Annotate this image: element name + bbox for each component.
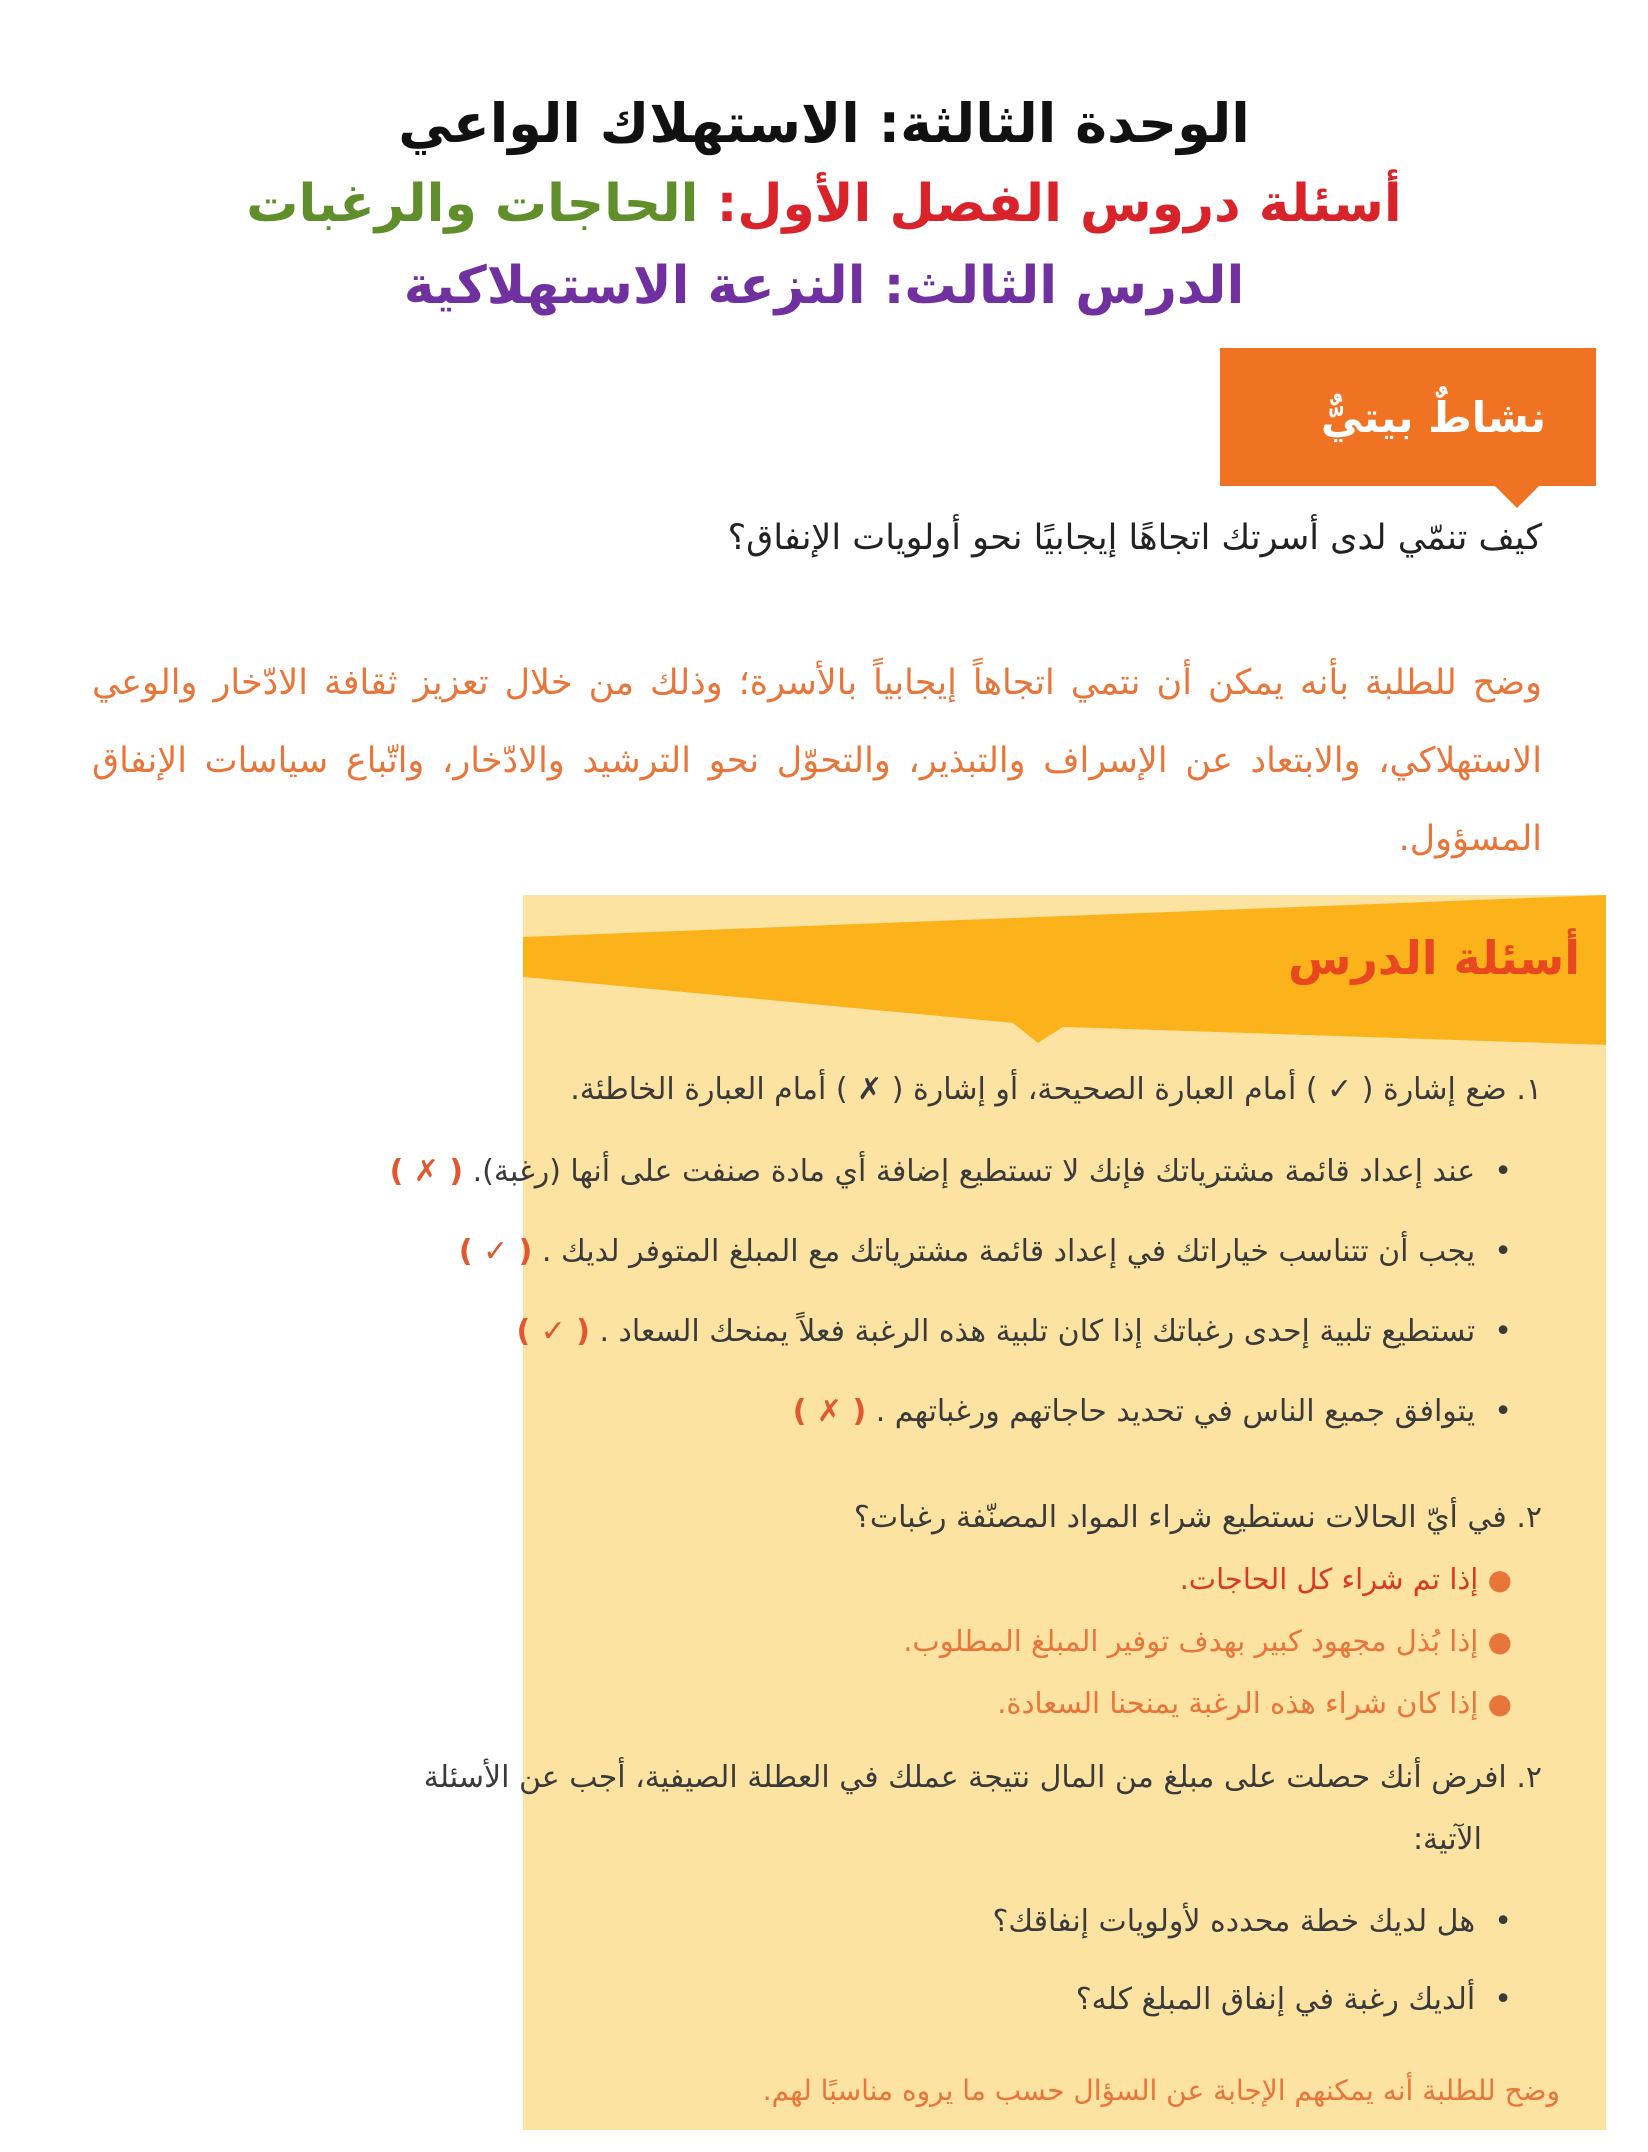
check-mark-icon: ( ✓ ) <box>458 1234 533 1269</box>
q1-item-4 <box>793 1394 1512 1429</box>
question-2-text: في أيّ الحالات نستطيع شراء المواد المصنّفة رغبات؟ <box>853 1500 1507 1535</box>
bullet-icon: ● <box>1487 1625 1512 1658</box>
activity-answer: وضح للطلبة بأنه يمكن أن نتمي اتجاهاً إيجابياً بالأسرة؛ وذلك من خلال تعزيز ثقافة الادّخار والوعي الاستهلاكي، والابتعاد عن الإسراف والتبذير، والتحوّل نحو الترشيد والادّخار، واتّباع سياسات الإنفاق المسؤول. <box>92 663 1542 859</box>
question-3-number: ٢. <box>1516 1760 1542 1795</box>
question-1-number: ١. <box>1516 1072 1542 1107</box>
chapter-title <box>0 174 1648 234</box>
q2-answer-3: ● إذا كان شراء هذه الرغبة يمنحنا السعادة. <box>997 1686 1512 1720</box>
activity-title: نشاطٌ بيتيٌّ <box>1320 392 1546 442</box>
bullet-icon: • <box>1475 1314 1512 1349</box>
check-mark-icon: ( ✓ ) <box>516 1314 590 1349</box>
bullet-icon: • <box>1475 1904 1512 1939</box>
bullet-icon: ● <box>1487 1563 1512 1596</box>
question-1 <box>570 1072 1542 1107</box>
question-2-number: ٢. <box>1516 1500 1542 1535</box>
q1-item-3 <box>516 1314 1512 1349</box>
cross-mark-icon: ( ✗ ) <box>389 1154 464 1189</box>
q1-item-3-text: تستطيع تلبية إحدى رغباتك إذا كان تلبية هذه الرغبة فعلاً يمنحك السعاد . <box>599 1314 1476 1349</box>
unit-title: الوحدة الثالثة: الاستهلاك الواعي <box>398 92 1250 155</box>
bullet-icon: • <box>1475 1394 1512 1429</box>
q1-item-1-text: عند إعداد قائمة مشترياتك فإنك لا تستطيع إضافة أي مادة صنفت على أنها (رغبة). <box>472 1154 1476 1189</box>
lesson-questions-header <box>523 895 1606 1045</box>
q2-answer-2: ● إذا بُذل مجهود كبير بهدف توفير المبلغ المطلوب. <box>903 1624 1512 1658</box>
bullet-icon: ● <box>1487 1687 1512 1720</box>
q3-teacher-note: وضح للطلبة أنه يمكنهم الإجابة عن السؤال حسب ما يروه مناسبًا لهم. <box>762 2074 1560 2107</box>
q3-item-1: • هل لديك خطة محدده لأولويات إنفاقك؟ <box>992 1904 1512 1939</box>
question-3-text-continued: الآتية: <box>1412 1822 1482 1857</box>
question-3 <box>424 1760 1542 1795</box>
cross-mark-icon: ( ✗ ) <box>792 1394 867 1429</box>
lesson-title: الدرس الثالث: النزعة الاستهلاكية <box>403 256 1245 316</box>
q1-item-2 <box>459 1234 1512 1269</box>
bullet-icon: • <box>1475 1982 1512 2017</box>
question-3-text: افرض أنك حصلت على مبلغ من المال نتيجة عملك في العطلة الصيفية، أجب عن الأسئلة <box>423 1760 1507 1795</box>
q1-item-4-text: يتوافق جميع الناس في تحديد حاجاتهم ورغباتهم . <box>875 1394 1476 1429</box>
q2-answer-1: ● إذا تم شراء كل الحاجات. <box>1179 1562 1512 1596</box>
q1-item-2-text: يجب أن تتناسب خياراتك في إعداد قائمة مشترياتك مع المبلغ المتوفر لديك . <box>541 1234 1476 1269</box>
activity-banner <box>1220 348 1596 486</box>
q3-item-2: • ألديك رغبة في إنفاق المبلغ كله؟ <box>1075 1982 1512 2017</box>
question-1-text: ضع إشارة ( ✓ ) أمام العبارة الصحيحة، أو إشارة ( ✗ ) أمام العبارة الخاطئة. <box>570 1072 1507 1107</box>
activity-question: كيف تنمّي لدى أسرتك اتجاهًا إيجابيًا نحو أولويات الإنفاق؟ <box>727 518 1542 558</box>
question-2 <box>854 1500 1542 1535</box>
bullet-icon: • <box>1475 1234 1512 1269</box>
chapter-prefix: أسئلة دروس الفصل الأول: <box>716 174 1402 234</box>
chapter-name: الحاجات والرغبات <box>246 174 699 234</box>
lesson-questions-title: أسئلة الدرس <box>1287 931 1580 985</box>
bullet-icon: • <box>1475 1154 1512 1189</box>
q1-item-1 <box>390 1154 1512 1189</box>
